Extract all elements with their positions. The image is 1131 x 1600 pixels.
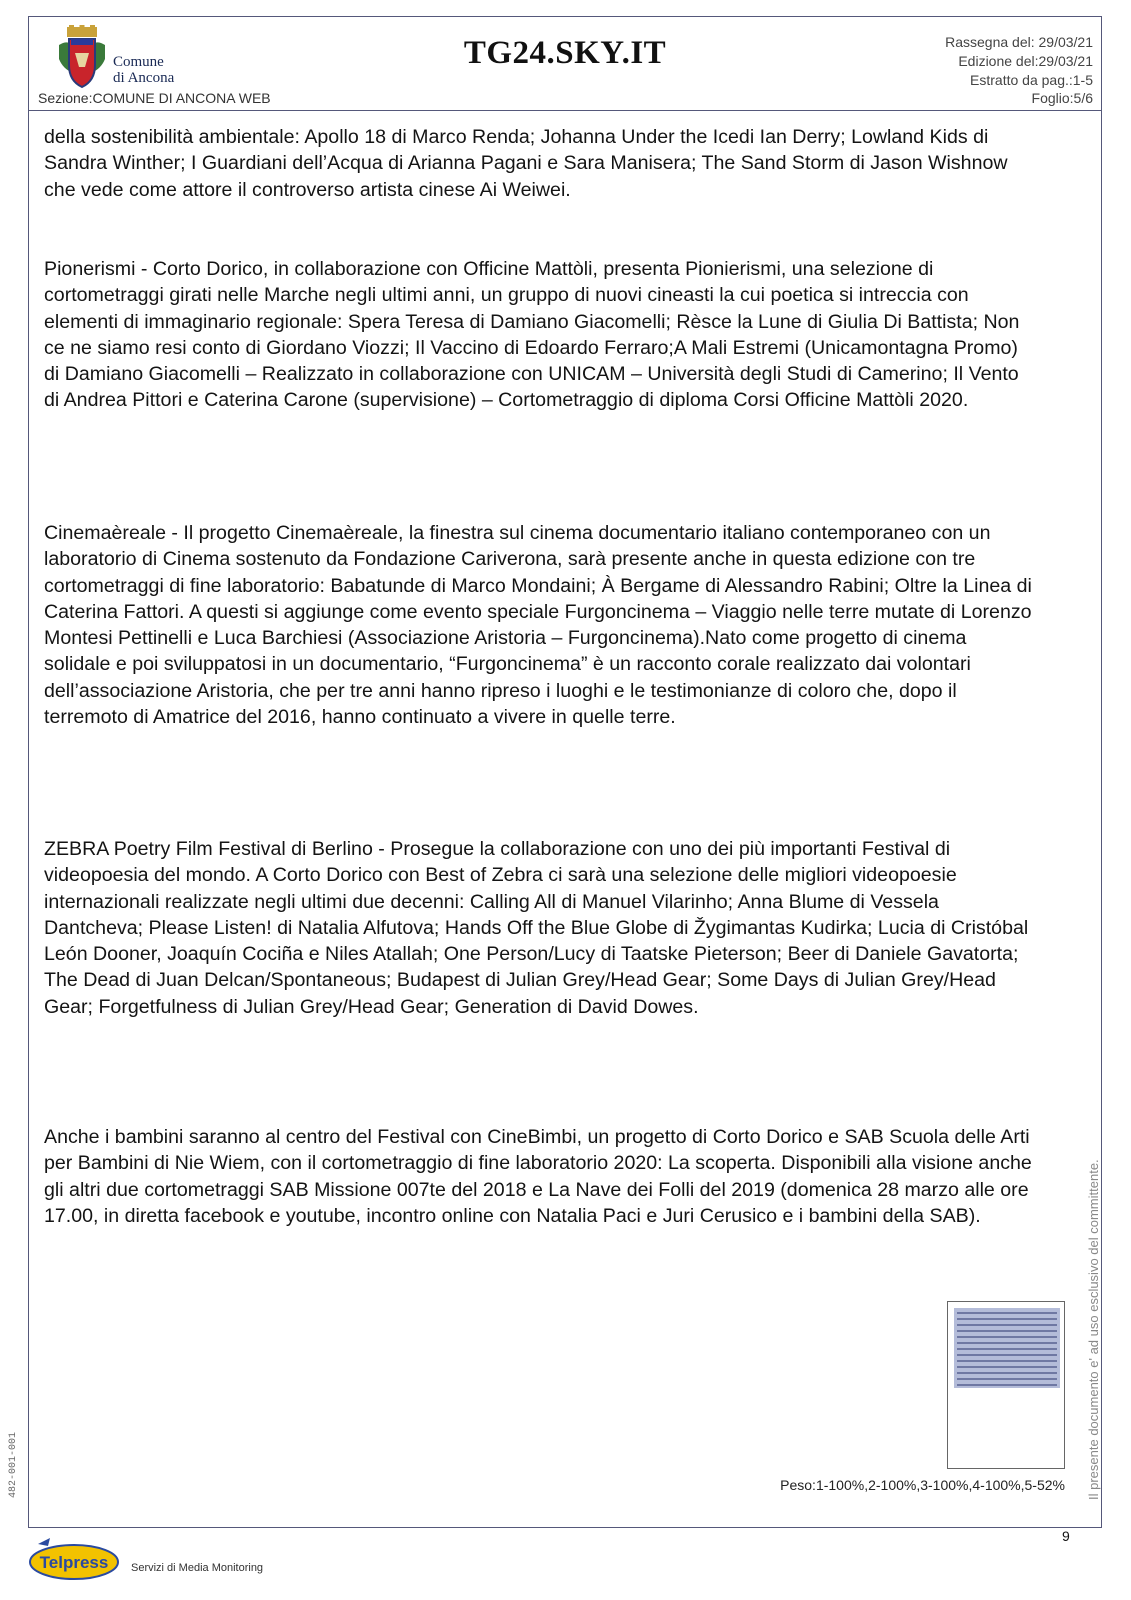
thumbnail-line xyxy=(957,1366,1057,1368)
page-number: 9 xyxy=(1062,1528,1070,1544)
thumbnail-line xyxy=(957,1312,1057,1314)
side-notice: Il presente documento e' ad uso esclusivo del committente. xyxy=(1086,1159,1101,1500)
edizione-date: Edizione del:29/03/21 xyxy=(958,53,1093,69)
telpress-logo-icon xyxy=(28,1536,120,1582)
page-frame xyxy=(28,16,1102,1528)
article-paragraph: ZEBRA Poetry Film Festival di Berlino - Prosegue la collaborazione con uno dei più importanti Festival di videopoesia del mondo. A Corto Dorico con Best of Zebra ci sarà una selezione delle migliori videopoesie internazionali realizzate negli ultimi due decenni: Calling All di Manuel Vilarinho; Anna Blume di Vessela Dantcheva; Please Listen! di Natalia Alfutova; Hands Off the Blue Globe di Žygimantas Kudirka; Lucia di Cristóbal León Dooner, Joaquín Cociña e Niles Atallah; One Person/Lucy di Taatske Pieterson; Beer di Daniele Gavatorta; The Dead di Juan Delcan/Spontaneous; Budapest di Julian Grey/Head Gear; Some Days di Julian Grey/Head Gear; Forgetfulness di Julian Grey/Head Gear; Generation di David Dowes. xyxy=(44,838,1029,1018)
telpress-tagline: Servizi di Media Monitoring xyxy=(131,1562,264,1574)
logo-line-1: Comune xyxy=(113,54,164,70)
peso-label: Peso:1-100%,2-100%,3-100%,4-100%,5-52% xyxy=(780,1477,1065,1493)
thumbnail-line xyxy=(957,1372,1057,1374)
foglio-label: Foglio:5/6 xyxy=(1031,90,1093,106)
section-label: Sezione:COMUNE DI ANCONA WEB xyxy=(38,90,271,106)
logo-line-2: di Ancona xyxy=(113,70,175,86)
telpress-logo-text: Telpress xyxy=(39,1553,109,1572)
side-code: 482-001-001 xyxy=(8,1431,19,1498)
thumbnail-line xyxy=(957,1330,1057,1332)
article-paragraph: Anche i bambini saranno al centro del Festival con CineBimbi, un progetto di Corto Dorico e SAB Scuola delle Arti per Bambini di Nie Wiem, con il cortometraggio di fine laboratorio 2020: La scoperta. Disponibili alla visione anche gli altri due cortometraggi SAB Missione 007te del 2018 e La Nave dei Folli del 2019 (domenica 28 marzo alle ore 17.00, in diretta facebook e youtube, incontro online con Natalia Paci e Juri Cerusico e i bambini della SAB). xyxy=(44,1126,1032,1227)
thumbnail-line xyxy=(957,1348,1057,1350)
thumbnail-line xyxy=(957,1318,1057,1320)
clipping-header xyxy=(29,17,1101,111)
thumbnail-line xyxy=(957,1360,1057,1362)
clipping-meta xyxy=(945,33,1093,90)
masthead-title: TG24.SKY.IT xyxy=(463,35,667,71)
page-thumbnail-icon xyxy=(947,1301,1065,1469)
thumbnail-line xyxy=(957,1342,1057,1344)
article-paragraph: Cinemaèreale - Il progetto Cinemaèreale, la finestra sul cinema documentario italiano contemporaneo con un laboratorio di Cinema sostenuto da Fondazione Cariverona, sarà presente anche in questa edizione con tre cortometraggi di fine laboratorio: Babatunde di Marco Mondaini; À Bergame di Alessandro Rabini; Oltre la Linea di Caterina Fattori. A questi si aggiunge come evento speciale Furgoncinema – Viaggio nelle terre mutate di Lorenzo Montesi Pettinelli e Luca Barchiesi (Associazione Aristoria – Furgoncinema).Nato come progetto di cinema solidale e poi sviluppatosi in un documentario, “Furgoncinema” è un racconto corale realizzato dai volontari dell’associazione Aristoria, che per tre anni hanno ripreso i luoghi e le testimonianze di coloro che, dopo il terremoto di Amatrice del 2016, hanno continuato a vivere in quelle terre. xyxy=(44,522,1032,729)
thumbnail-line xyxy=(957,1336,1057,1338)
thumbnail-line xyxy=(957,1384,1057,1386)
article-paragraph: Pionerismi - Corto Dorico, in collaborazione con Officine Mattòli, presenta Pionierismi, una selezione di cortometraggi girati nelle Marche negli ultimi anni, un gruppo di nuovi cineasti la cui poetica si intreccia con elementi di immaginario regionale: Spera Teresa di Damiano Giacomelli; Rèsce la Lune di Giulia Di Battista; Non ce ne siamo resi conto di Giordano Viozzi; Il Vaccino di Edoardo Ferraro;A Mali Estremi (Unicamontagna Promo) di Damiano Giacomelli – Realizzato in collaborazione con UNICAM – Università degli Studi di Camerino; Il Vento di Andrea Pittori e Caterina Carone (supervisione) – Cortometraggio di diploma Corsi Officine Mattòli 2020. xyxy=(44,258,1020,412)
thumbnail-line xyxy=(957,1354,1057,1356)
rassegna-date: Rassegna del: 29/03/21 xyxy=(945,34,1093,50)
thumbnail-line xyxy=(957,1378,1057,1380)
article-paragraph: della sostenibilità ambientale: Apollo 18 di Marco Renda; Johanna Under the Icedi Ian Derry; Lowland Kids di Sandra Winther; I Guardiani dell’Acqua di Arianna Pagani e Sara Manisera; The Sand Storm di Jason Wishnow che vede come attore il controverso artista cinese Ai Weiwei. xyxy=(44,126,1008,201)
estratto-pages: Estratto da pag.:1-5 xyxy=(970,72,1093,88)
thumbnail-highlight xyxy=(954,1308,1060,1388)
thumbnail-line xyxy=(957,1324,1057,1326)
